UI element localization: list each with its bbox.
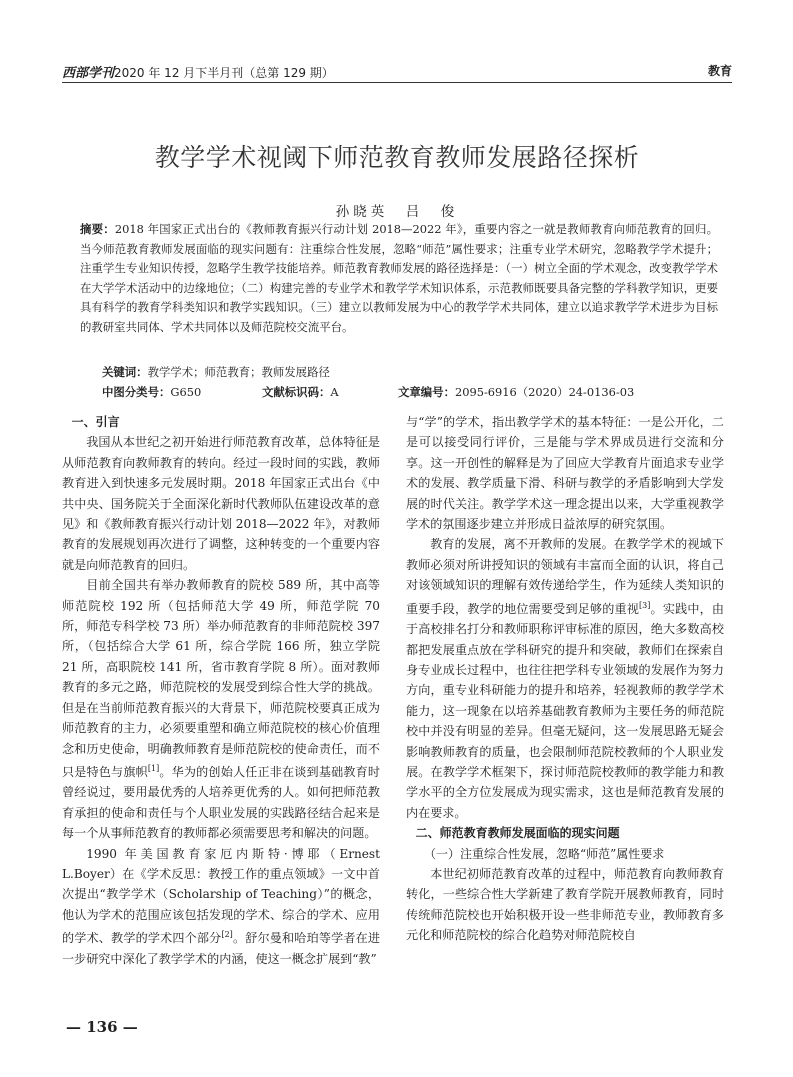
paragraph-2-text-a: 目前全国共有举办教师教育的院校 589 所，其中高等师范院校 192 所（包括师范大学 49 所，师范学院 70 所，师范专科学校 73 所）举办师范教育的非师范院校 397 所，（包括综合大学 61 所，综合学院 166 所，独立学院 21 所，高职院校 141 所，省市教育学院 8 所）。面对教师教育的多元之路，师范院校的发展受到综合性大学的挑战。但是在当前师范教育振兴的大背景下，师范院校要真正成为师范教育的主力，必须要重塑和确立师范院校的核心价值理念和历史使命，明确教师教育是师范院校的使命责任，而不只是特色与旗帜: [62, 578, 380, 779]
paragraph-4-text-b: 。实践中，由于高校排名打分和教师职称评审标准的原因，绝大多数高校都把发展重点放在学科研究的提升和突破，教师们在探索自身专业成长过程中，也往往把学科专业领域的发展作为努力方向，重专业科研能力的提升和培养，轻视教师的教学学术能力，这一现象在以培养基础教育教师为主要任务的师范院校中并没有明显的差异。但毫无疑问，这一发展思路无疑会影响教师教育的质量，也会限制师范院校教师的个人职业发展。在教学学术框架下，探讨师范院校教师的教学能力和教学水平的全方位发展成为现实需求，这也是师范教育发展的内在要求。: [406, 601, 724, 820]
issue-info: 2020 年 12 月下半月刊（总第 129 期）: [114, 66, 334, 80]
doc-label: 文献标识码：: [262, 385, 331, 399]
citation-1: [1]: [147, 763, 160, 773]
section-heading-2: 二、师范教育教师发展面临的现实问题: [415, 826, 620, 841]
paragraph-4-text-a: 教育的发展，离不开教师的发展。在教学学术的视域下教师必须对所讲授知识的领域有丰富而全面的认识，将自己对该领域知识的理解有效传递给学生，作为延续人类知识的重要手段，教学的地位需要受到足够的重视: [406, 537, 724, 616]
clc-label: 中图分类号：: [102, 385, 171, 399]
section-heading-1: 一、引言: [71, 415, 120, 429]
article-title: 教学学术视阈下师范教育教师发展路径探析: [154, 143, 640, 172]
header-journal: [62, 62, 334, 81]
doc-value: A: [330, 385, 339, 399]
paragraph-5: 本世纪初师范教育改革的过程中，师范教育向教师教育转化，一些综合性大学新建了教育学院开展教师教育，同时传统师范院校也开始积极开设一些非师范专业，教师教育多元化和师范院校的综合化趋势对师范院校自: [406, 866, 724, 943]
keywords: [102, 364, 330, 380]
right-column: [406, 412, 724, 946]
keywords-text: 教学学术；师范教育；教师发展路径: [147, 365, 330, 379]
paragraph-2-text-b: 。华为的创始人任正非在谈到基础教育时曾经说过，要用最优秀的人培养更优秀的人。如何把师范教育承担的使命和责任与个人职业发展的实践路径结合起来是每一个从事师范教育的教师都必须需要思考和解决的问题。: [62, 764, 380, 841]
abstract-text: 2018 年国家正式出台的《教师教育振兴行动计划 2018—2022 年》，重要内容之一就是教师教育向师范教育的回归。当今师范教育教师发展面临的现实问题有：注重综合性发展，忽略“师范”属性要求；注重专业学术研究，忽略教学学术提升；注重学生专业知识传授，忽略学生教学技能培养。师范教育教师发展的路径选择是：（一）树立全面的学术观念，改变教学学术在大学学术活动中的边缘地位；（二）构建完善的专业学术和教学学术知识体系，示范教师既要具备完整的学科教学知识，更要具有科学的教育学科类知识和教学实践知识。（三）建立以教师发展为中心的教学学术共同体，建立以追求教学学术进步为目标的教研室共同体、学术共同体以及师范院校交流平台。: [80, 222, 718, 334]
paragraph-3: [62, 844, 380, 969]
section-name: 教育: [707, 64, 732, 78]
citation-3: [3]: [639, 600, 651, 610]
running-header: [62, 62, 732, 84]
abstract-label: 摘要：: [80, 222, 115, 236]
abstract: [80, 220, 718, 337]
citation-2: [2]: [221, 930, 233, 940]
art-label: 文章编号：: [398, 385, 455, 399]
clc-value: G650: [170, 385, 202, 399]
journal-logo: 西部学刊: [62, 66, 115, 81]
clc-code: [102, 384, 201, 400]
paragraph-2: [62, 575, 380, 843]
header-rule: [62, 82, 732, 83]
paragraph-4: [406, 534, 724, 823]
art-value: 2095-6916（2020）24-0136-03: [454, 385, 635, 399]
paragraph-3-text-a: 1990 年美国教育家厄内斯特·博耶（Ernest L.Boyer）在《学术反思：教授工作的重点领域》一文中首次提出“教学学术（Scholarship of Teaching）”的概念，他认为学术的范围应该包括发现的学术、综合的学术、应用的学术、教学的学术四个部分: [62, 846, 380, 946]
doc-code: [262, 384, 339, 400]
paragraph-1: 我国从本世纪之初开始进行师范教育改革，总体特征是从师范教育向教师教育的转向。经过一段时间的实践，教师教育进入到快速多元发展时期。2018 年国家正式出台《中共中央、国务院关于全面深化新时代教师队伍建设改革的意见》和《教师教育振兴行动计划 2018—2022 年》，对教师教育的发展规划再次进行了调整，这种转变的一个重要内容就是向师范教育的回归。: [62, 435, 380, 572]
page-number: — 136 —: [66, 1018, 138, 1036]
authors: 孙晓英 吕 俊: [335, 204, 459, 220]
keywords-label: 关键词：: [102, 365, 148, 379]
paragraph-3-continued: 与“学”的学术，指出教学学术的基本特征：一是公开化，二是可以接受同行评价，三是能与学术界成员进行交流和分享。这一开创性的解释是为了回应大学教育片面追求专业学术的发展、教学质量下滑、科研与教学的矛盾影响到大学发展的时代关注。教学学术这一理念提出以来，大学重视教学学术的氛围逐步建立并形成日益浓厚的研究氛围。: [406, 415, 724, 532]
paragraph-3-text-b: 。舒尔曼和哈珀等学者在进一步研究中深化了教学学术的内涵，使这一概念扩展到“教”: [62, 931, 380, 966]
left-column: [62, 412, 380, 969]
article-number: [398, 384, 634, 400]
subsection-heading: （一）注重综合性发展，忽略“师范”属性要求: [424, 846, 665, 861]
